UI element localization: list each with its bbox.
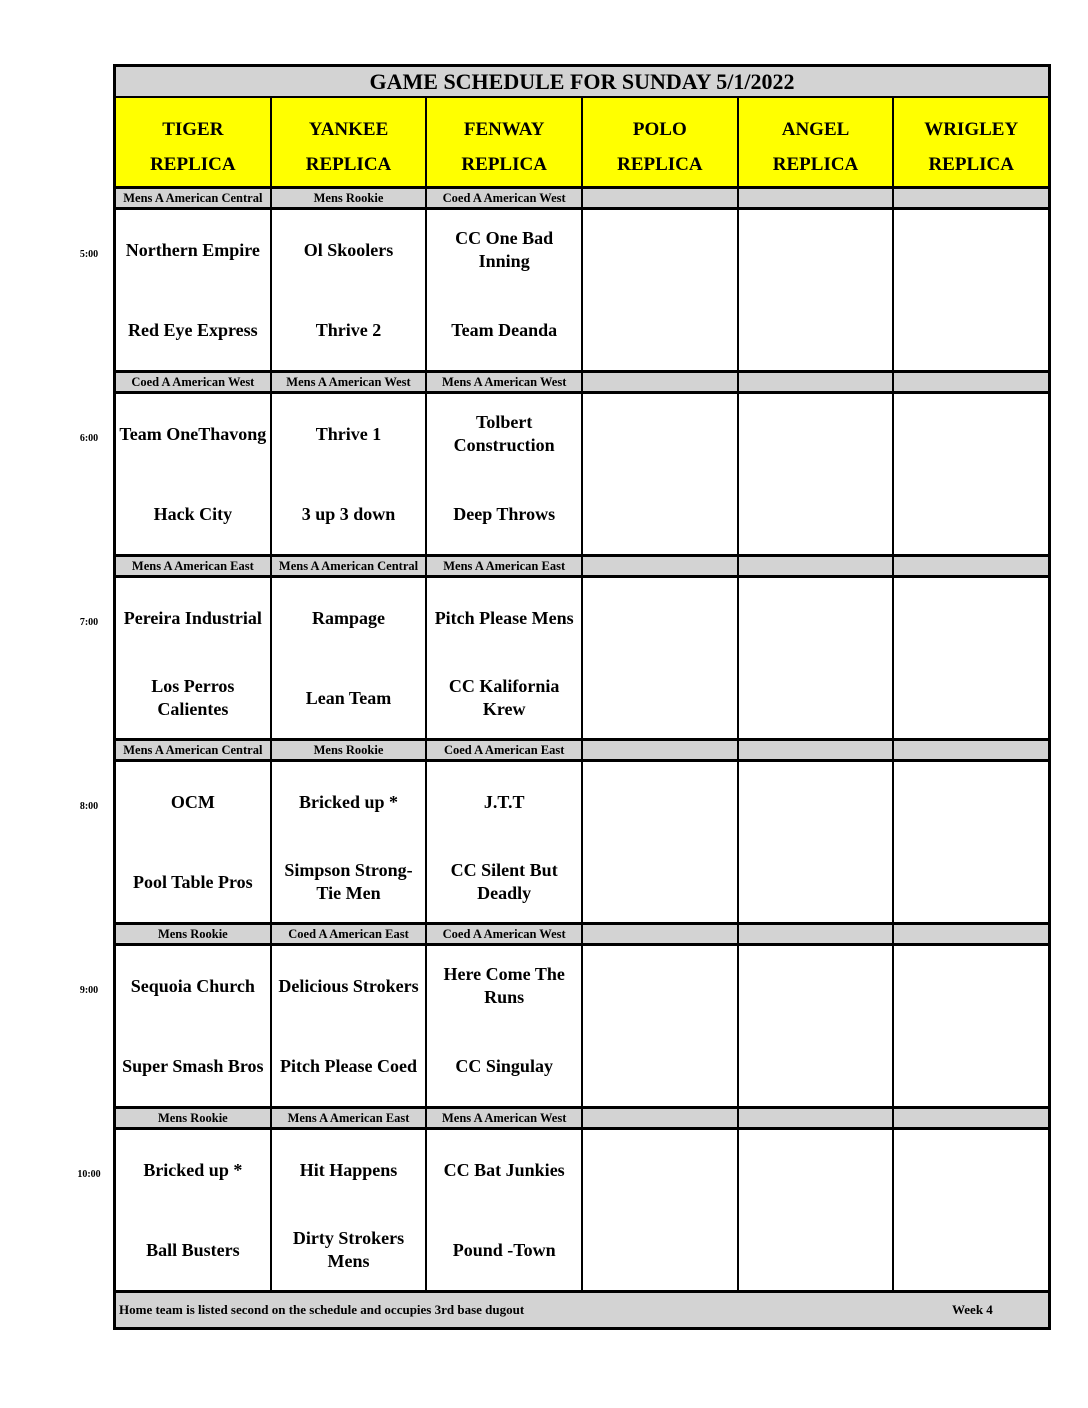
home-team: Pound -Town: [452, 1239, 556, 1260]
division-label: Mens A American Central: [123, 190, 263, 205]
game-cell: [892, 578, 1048, 738]
away-team: [583, 394, 737, 474]
division-label: [892, 925, 1048, 943]
home-team: [894, 842, 1048, 922]
division-label: Coed A American West: [425, 925, 581, 943]
away-team: CC One Bad Inning: [455, 228, 554, 271]
away-team: [583, 762, 737, 842]
division-label: Mens Rookie: [157, 1110, 228, 1125]
field-type: REPLICA: [461, 154, 547, 175]
division-label: [892, 373, 1048, 391]
away-team: [583, 210, 737, 290]
away-team: [894, 762, 1048, 842]
field-type: REPLICA: [617, 154, 703, 175]
field-header-tiger: [116, 98, 270, 186]
home-team: 3 up 3 down: [301, 503, 396, 524]
division-label: Mens Rookie: [270, 741, 426, 759]
division-label: [581, 741, 737, 759]
game-cell: [425, 210, 581, 370]
division-label: Mens A American West: [425, 373, 581, 391]
division-row: [116, 373, 1048, 394]
field-type: REPLICA: [305, 154, 392, 175]
home-team: [894, 1026, 1048, 1106]
home-team: CC Singulay: [455, 1055, 553, 1076]
home-team: Pool Table Pros: [132, 871, 253, 892]
division-row: [116, 925, 1048, 946]
games-row: [116, 946, 1048, 1109]
away-team: Tolbert Construction: [453, 412, 555, 455]
games-row: [116, 394, 1048, 557]
away-team: [739, 1130, 893, 1210]
division-label: Coed A American West: [425, 189, 581, 207]
away-team: Hit Happens: [299, 1159, 398, 1180]
division-row: [116, 741, 1048, 762]
away-team: [894, 394, 1048, 474]
home-team: Super Smash Bros: [122, 1055, 264, 1076]
field-name: FENWAY: [463, 119, 545, 140]
time-slot: [116, 741, 1048, 925]
division-label: Mens Rookie: [270, 189, 426, 207]
away-team: Sequoia Church: [130, 975, 255, 996]
field-type: REPLICA: [928, 154, 1014, 175]
game-cell: [892, 394, 1048, 554]
away-team: J.T.T: [483, 791, 525, 812]
field-header-wrigley: [892, 98, 1048, 186]
game-cell: [425, 946, 581, 1106]
time-slot: [116, 925, 1048, 1109]
home-team: Hack City: [153, 503, 233, 524]
home-team: [739, 1210, 893, 1290]
division-label: Mens A American West: [425, 1109, 581, 1127]
field-header-polo: [581, 98, 737, 186]
away-team: Ol Skoolers: [303, 239, 394, 260]
home-team: CC Kalifornia Krew: [448, 676, 560, 719]
game-cell: [737, 762, 893, 922]
division-label: Mens A American West: [270, 373, 426, 391]
game-cell: [425, 1130, 581, 1290]
game-cell: [737, 210, 893, 370]
games-row: [116, 1130, 1048, 1293]
division-label: Coed A American West: [131, 374, 255, 389]
game-cell: [270, 210, 426, 370]
game-cell: [581, 394, 737, 554]
time-slots: [116, 189, 1048, 1293]
time-slot: [116, 1109, 1048, 1293]
home-team: [739, 474, 893, 554]
time-slot: [116, 557, 1048, 741]
home-team: [739, 1026, 893, 1106]
home-team: Los Perros Calientes: [151, 676, 235, 719]
away-team: [894, 578, 1048, 658]
games-row: [116, 578, 1048, 741]
field-name: YANKEE: [308, 119, 389, 140]
field-name: ANGEL: [781, 119, 850, 140]
division-row: [116, 557, 1048, 578]
time-label: 9:00: [79, 985, 99, 996]
away-team: Bricked up *: [298, 791, 399, 812]
away-team: [739, 394, 893, 474]
division-label: [892, 1109, 1048, 1127]
game-cell: [737, 578, 893, 738]
games-row: [116, 762, 1048, 925]
home-team: CC Silent But Deadly: [450, 860, 558, 903]
field-header-fenway: [425, 98, 581, 186]
home-team: Team Deanda: [451, 319, 558, 340]
away-team: [739, 946, 893, 1026]
away-team: Here Come The Runs: [443, 964, 565, 1007]
game-cell: [270, 1130, 426, 1290]
field-header-angel: [737, 98, 893, 186]
away-team: [894, 946, 1048, 1026]
game-cell: [737, 394, 893, 554]
game-cell: [581, 946, 737, 1106]
field-name: WRIGLEY: [924, 119, 1019, 140]
home-team: Simpson Strong-Tie Men: [284, 860, 413, 903]
game-cell: [892, 210, 1048, 370]
away-team: [583, 946, 737, 1026]
game-cell: [892, 946, 1048, 1106]
away-team: OCM: [170, 791, 215, 812]
division-label: [892, 557, 1048, 575]
game-cell: [737, 1130, 893, 1290]
game-cell: [425, 394, 581, 554]
footer-bar: [116, 1293, 1048, 1327]
game-cell: [116, 394, 270, 554]
division-label: [892, 189, 1048, 207]
away-team: [583, 578, 737, 658]
game-cell: [581, 762, 737, 922]
time-slot: [116, 189, 1048, 373]
home-team: [583, 290, 737, 370]
away-team: [583, 1130, 737, 1210]
game-cell: [270, 946, 426, 1106]
division-label: Mens A American East: [425, 557, 581, 575]
time-label: 6:00: [79, 433, 99, 444]
away-team: Pereira Industrial: [123, 607, 262, 628]
game-cell: [270, 762, 426, 922]
division-label: [737, 373, 893, 391]
division-label: [581, 373, 737, 391]
home-team: [583, 842, 737, 922]
away-team: Team OneThavong: [119, 423, 267, 444]
division-label: [892, 741, 1048, 759]
game-cell: [425, 578, 581, 738]
home-team: [739, 290, 893, 370]
home-team: [739, 842, 893, 922]
game-cell: [892, 1130, 1048, 1290]
game-cell: [737, 946, 893, 1106]
home-team: [894, 1210, 1048, 1290]
game-cell: [892, 762, 1048, 922]
division-label: Mens A American Central: [123, 742, 263, 757]
home-team: Lean Team: [305, 687, 392, 708]
division-label: [581, 1109, 737, 1127]
away-team: [894, 210, 1048, 290]
home-team: Thrive 2: [315, 319, 382, 340]
home-team: [583, 474, 737, 554]
away-team: [739, 762, 893, 842]
away-team: Delicious Strokers: [278, 975, 419, 996]
division-label: [581, 189, 737, 207]
field-name: POLO: [632, 119, 687, 140]
field-header-yankee: [270, 98, 426, 186]
time-label: 7:00: [79, 617, 99, 628]
game-cell: [116, 578, 270, 738]
home-team: Deep Throws: [453, 503, 556, 524]
division-label: [737, 741, 893, 759]
division-label: Coed A American East: [425, 741, 581, 759]
time-label: 5:00: [79, 249, 99, 260]
home-team: Pitch Please Coed: [280, 1055, 417, 1076]
game-cell: [581, 1130, 737, 1290]
field-name: TIGER: [162, 119, 224, 140]
time-label: 8:00: [79, 801, 99, 812]
home-team: [894, 658, 1048, 738]
game-cell: [581, 578, 737, 738]
away-team: Thrive 1: [315, 423, 382, 444]
game-cell: [116, 210, 270, 370]
division-label: [737, 557, 893, 575]
division-label: [737, 189, 893, 207]
home-team-note: Home team is listed second on the schedule and occupies 3rd base dugout: [119, 1302, 525, 1317]
game-cell: [116, 762, 270, 922]
home-team: Red Eye Express: [127, 319, 258, 340]
away-team: Bricked up *: [143, 1159, 243, 1180]
away-team: CC Bat Junkies: [443, 1159, 565, 1180]
division-label: [581, 557, 737, 575]
game-cell: [581, 210, 737, 370]
division-label: [581, 925, 737, 943]
division-label: Mens A American East: [270, 1109, 426, 1127]
home-team: [739, 658, 893, 738]
division-row: [116, 189, 1048, 210]
game-cell: [270, 578, 426, 738]
division-row: [116, 1109, 1048, 1130]
game-cell: [270, 394, 426, 554]
field-type: REPLICA: [772, 154, 859, 175]
division-label: Coed A American East: [270, 925, 426, 943]
division-label: Mens A American East: [131, 558, 254, 573]
away-team: [739, 578, 893, 658]
division-label: Mens Rookie: [157, 926, 228, 941]
away-team: Northern Empire: [125, 239, 260, 260]
time-slot: [116, 373, 1048, 557]
time-label: 10:00: [77, 1169, 101, 1180]
home-team: [894, 290, 1048, 370]
home-team: [583, 1210, 737, 1290]
away-team: Rampage: [312, 607, 385, 628]
away-team: [894, 1130, 1048, 1210]
home-team: Ball Busters: [146, 1239, 240, 1260]
field-type: REPLICA: [150, 154, 236, 175]
schedule-sheet: [113, 64, 1051, 1330]
game-cell: [425, 762, 581, 922]
division-label: [737, 1109, 893, 1127]
field-header-row: [116, 98, 1048, 189]
schedule-title: GAME SCHEDULE FOR SUNDAY 5/1/2022: [116, 67, 1048, 98]
home-team: [894, 474, 1048, 554]
game-cell: [116, 1130, 270, 1290]
home-team: [583, 1026, 737, 1106]
games-row: [116, 210, 1048, 373]
home-team: Dirty Strokers Mens: [292, 1228, 405, 1271]
home-team: [583, 658, 737, 738]
away-team: Pitch Please Mens: [434, 607, 574, 628]
away-team: [739, 210, 893, 290]
week-label: Week 4: [952, 1302, 993, 1317]
division-label: [737, 925, 893, 943]
division-label: Mens A American Central: [270, 557, 426, 575]
game-cell: [116, 946, 270, 1106]
